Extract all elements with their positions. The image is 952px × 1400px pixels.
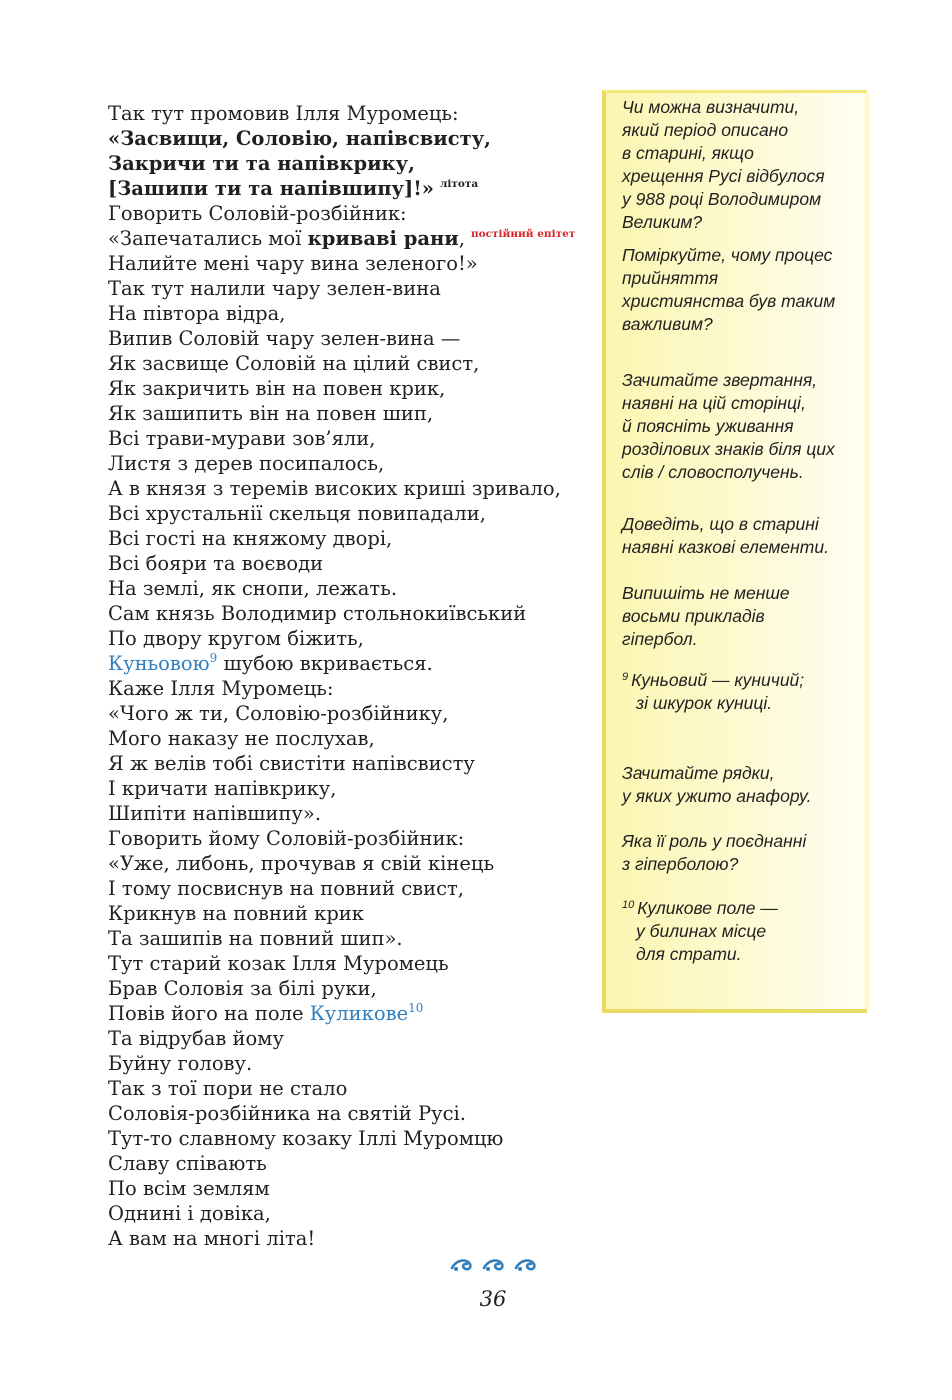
poem-line bbox=[108, 1001, 598, 1026]
question-line: прийняття bbox=[622, 268, 719, 288]
question-line: з гіперболою? bbox=[622, 854, 739, 874]
poem-line-text: [Зашипи ти та напівшипу]!» bbox=[108, 177, 434, 200]
poem-line: Соловія-розбійника на святій Русі. bbox=[108, 1102, 466, 1125]
question-line: й поясніть уживання bbox=[622, 416, 794, 436]
poem-text bbox=[108, 101, 598, 1251]
poem-line-text: Повів його на поле bbox=[108, 1002, 310, 1025]
poem-line: «Чого ж ти, Соловію-розбійнику, bbox=[108, 702, 449, 725]
poem-line-text: «Запечатались мої bbox=[108, 227, 308, 250]
question-line: Зачитайте звертання, bbox=[622, 370, 818, 390]
question-hyperbole bbox=[622, 582, 867, 651]
poem-line: По двору кругом біжить, bbox=[108, 627, 364, 650]
poem-line: Говорить йому Соловій-розбійник: bbox=[108, 827, 465, 850]
poem-line: Крикнув на повний крик bbox=[108, 902, 364, 925]
poem-line: На землі, як снопи, лежать. bbox=[108, 577, 398, 600]
footnote-marker-10[interactable]: 10 bbox=[408, 1001, 424, 1015]
question-line: хрещення Русі відбулося bbox=[622, 166, 825, 186]
footnote-link-10[interactable]: Куликове bbox=[309, 1002, 409, 1025]
poem-line: Тут старий козак Ілля Муромець bbox=[108, 952, 449, 975]
question-line: восьми прикладів bbox=[622, 606, 765, 626]
page-number: 36 bbox=[479, 1287, 507, 1311]
poem-line: Тут-то славному козаку Іллі Муромцю bbox=[108, 1127, 504, 1150]
poem-line: Шипіти напівшипу». bbox=[108, 802, 322, 825]
poem-line: Так з тої пори не стало bbox=[108, 1077, 348, 1100]
poem-line: Брав Соловія за білі руки, bbox=[108, 977, 377, 1000]
poem-line: Листя з дерев посипалось, bbox=[108, 452, 385, 475]
question-line: Яка її роль у поєднанні bbox=[622, 831, 807, 851]
poem-line: «Засвищи, Соловію, напівсвисту, bbox=[108, 127, 491, 150]
footnote-10 bbox=[622, 897, 867, 966]
question-line: гіпербол. bbox=[622, 629, 698, 649]
footnote-marker-9[interactable]: 9 bbox=[209, 651, 218, 665]
poem-line: Мого наказу не послухав, bbox=[108, 727, 375, 750]
footnote-number: 10 bbox=[622, 899, 635, 911]
poem-line: А в князя з теремів високих криші зривало, bbox=[108, 477, 561, 500]
poem-line: Та зашипів на повний шип». bbox=[108, 927, 403, 950]
question-line: в старині, якщо bbox=[622, 143, 754, 163]
poem-line: Як закричить він на повен крик, bbox=[108, 377, 446, 400]
question-addresses bbox=[622, 369, 867, 484]
question-baptism-date bbox=[622, 96, 867, 234]
footnote-9 bbox=[622, 669, 867, 715]
poem-line: Славу співають bbox=[108, 1152, 267, 1175]
poem-line: На півтора відра, bbox=[108, 302, 286, 325]
poem-line: По всім землям bbox=[108, 1177, 270, 1200]
poem-line: Буйну голову. bbox=[108, 1052, 253, 1075]
question-anaphora-role bbox=[622, 830, 867, 876]
poem-line: І кричати напівкрику, bbox=[108, 777, 337, 800]
footnote-line: Куньовий — куничий; bbox=[631, 670, 805, 690]
swirl-ornament-icon bbox=[448, 1252, 544, 1276]
footnote-line: для страти. bbox=[636, 944, 742, 964]
poem-line-text: , bbox=[458, 227, 465, 250]
footnote-number: 9 bbox=[622, 671, 629, 683]
epithet-highlight: криваві рани bbox=[307, 227, 459, 250]
question-line: Великим? bbox=[622, 212, 703, 232]
question-fairytale-elements bbox=[622, 513, 867, 559]
poem-line bbox=[108, 226, 598, 251]
poem-line: Як засвище Соловій на цілий свист, bbox=[108, 352, 480, 375]
poem-line: Каже Ілля Муромець: bbox=[108, 677, 334, 700]
question-line: Доведіть, що в старині bbox=[622, 514, 819, 534]
poem-line bbox=[108, 651, 598, 676]
poem-line: Однині і довіка, bbox=[108, 1202, 271, 1225]
poem-line: Налийте мені чару вина зеленого!» bbox=[108, 252, 478, 275]
poem-line: Я ж велів тобі свистіти напівсвисту bbox=[108, 752, 475, 775]
poem-line: Сам князь Володимир стольнокиївський bbox=[108, 602, 527, 625]
epithet-note: постійний епітет bbox=[470, 228, 576, 240]
poem-line: Всі гості на княжому дворі, bbox=[108, 527, 393, 550]
question-line: наявні на цій сторінці, bbox=[622, 393, 806, 413]
footnote-link-9[interactable]: Куньовою bbox=[108, 652, 210, 675]
poem-line: Всі трави-мурави зов’яли, bbox=[108, 427, 376, 450]
question-line: слів / словосполучень. bbox=[622, 462, 804, 482]
question-line: християнства був таким bbox=[622, 291, 836, 311]
poem-line: «Уже, либонь, прочував я свій кінець bbox=[108, 852, 495, 875]
poem-line: Закричи ти та напівкрику, bbox=[108, 152, 415, 175]
question-line: Зачитайте рядки, bbox=[622, 763, 775, 783]
poem-line: Так тут промовив Ілля Муромець: bbox=[108, 102, 459, 125]
question-anaphora bbox=[622, 762, 867, 808]
question-line: у 988 році Володимиром bbox=[622, 189, 822, 209]
question-line: у яких ужито анафору. bbox=[622, 786, 812, 806]
question-line: розділових знаків біля цих bbox=[622, 439, 835, 459]
poem-line: І тому посвиснув на повний свист, bbox=[108, 877, 464, 900]
question-line: Чи можна визначити, bbox=[622, 97, 800, 117]
question-line: Випишіть не менше bbox=[622, 583, 790, 603]
question-line: важливим? bbox=[622, 314, 713, 334]
footnote-line: Куликове поле — bbox=[637, 898, 778, 918]
footnote-line: у билинах місце bbox=[636, 921, 767, 941]
footnote-line: зі шкурок куниці. bbox=[636, 693, 773, 713]
question-christianity bbox=[622, 244, 867, 336]
question-line: Поміркуйте, чому процес bbox=[622, 245, 833, 265]
poem-line bbox=[108, 176, 598, 201]
question-line: наявні казкові елементи. bbox=[622, 537, 829, 557]
poem-line: Всі хрустальнії скельця повипадали, bbox=[108, 502, 486, 525]
poem-line: Так тут налили чару зелен-вина bbox=[108, 277, 441, 300]
litota-note: літота bbox=[440, 178, 479, 190]
poem-line: Та відрубав йому bbox=[108, 1027, 284, 1050]
poem-line-text: шубою вкривається. bbox=[217, 652, 433, 675]
poem-line: Як зашипить він на повен шип, bbox=[108, 402, 434, 425]
poem-line: Всі бояри та воєводи bbox=[108, 552, 324, 575]
poem-line: Говорить Соловій-розбійник: bbox=[108, 202, 407, 225]
question-line: який період описано bbox=[622, 120, 789, 140]
poem-line: А вам на многі літа! bbox=[108, 1227, 316, 1250]
poem-line: Випив Соловій чару зелен-вина — bbox=[108, 327, 461, 350]
